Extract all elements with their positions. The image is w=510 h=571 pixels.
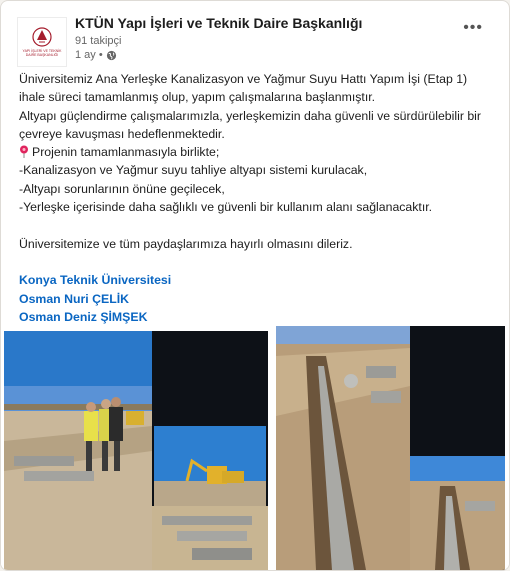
site-photo-trench[interactable] bbox=[276, 326, 410, 570]
post-line: Altyapı güçlendirme çalışmalarımızla, yerleşkemizin daha güvenli ve sürdürülebilir bir bbox=[19, 108, 482, 123]
photo-gallery[interactable] bbox=[1, 326, 509, 570]
paragraph-gap bbox=[19, 253, 497, 271]
post-line-pinned bbox=[19, 143, 497, 161]
logo-text: YAPI İŞLERİ VE TEKNİK DAİRE BAŞKANLIĞI bbox=[22, 49, 62, 57]
site-photo-excavator[interactable] bbox=[152, 331, 268, 570]
more-options-icon[interactable]: ••• bbox=[463, 19, 483, 36]
post-meta bbox=[75, 49, 117, 61]
post-body bbox=[19, 70, 497, 326]
site-photo-workers[interactable] bbox=[4, 331, 152, 570]
org-logo[interactable] bbox=[17, 17, 67, 67]
paragraph-gap bbox=[19, 216, 497, 234]
post-line: -Altyapı sorunlarının önüne geçilecek, bbox=[19, 181, 225, 196]
post-time: 1 ay • bbox=[75, 49, 103, 61]
mention-link[interactable]: Konya Teknik Üniversitesi bbox=[19, 273, 172, 288]
author-name[interactable]: KTÜN Yapı İşleri ve Teknik Daire Başkanlığı bbox=[75, 15, 363, 31]
site-photo-pipe-trench[interactable] bbox=[410, 326, 505, 570]
mention-link[interactable]: Osman Deniz ŞİMŞEK bbox=[19, 309, 148, 324]
logo-emblem-icon bbox=[32, 27, 52, 47]
globe-icon bbox=[106, 50, 117, 61]
pin-icon bbox=[19, 145, 29, 158]
post-line-text: Projenin tamamlanmasıyla birlikte; bbox=[32, 145, 220, 160]
post-line: Üniversitemize ve tüm paydaşlarımıza hayırlı olmasını dileriz. bbox=[19, 236, 353, 251]
post-line: Üniversitemiz Ana Yerleşke Kanalizasyon ve Yağmur Suyu Hattı Yapım İşi (Etap 1) bbox=[19, 72, 468, 86]
post-line: ihale süreci tamamlanmış olup, yapım çalışmalarına başlanmıştır. bbox=[19, 90, 376, 105]
follower-count: 91 takipçi bbox=[75, 35, 122, 47]
post-line: -Kanalizasyon ve Yağmur suyu tahliye altyapı sistemi kurulacak, bbox=[19, 163, 368, 178]
post-header bbox=[17, 13, 497, 63]
post-line: çevreye kavuşması hedeflenmektedir. bbox=[19, 126, 225, 141]
post-line: -Yerleşke içerisinde daha sağlıklı ve güvenli bir kullanım alanı sağlanacaktır. bbox=[19, 200, 433, 215]
mention-link[interactable]: Osman Nuri ÇELİK bbox=[19, 291, 130, 306]
